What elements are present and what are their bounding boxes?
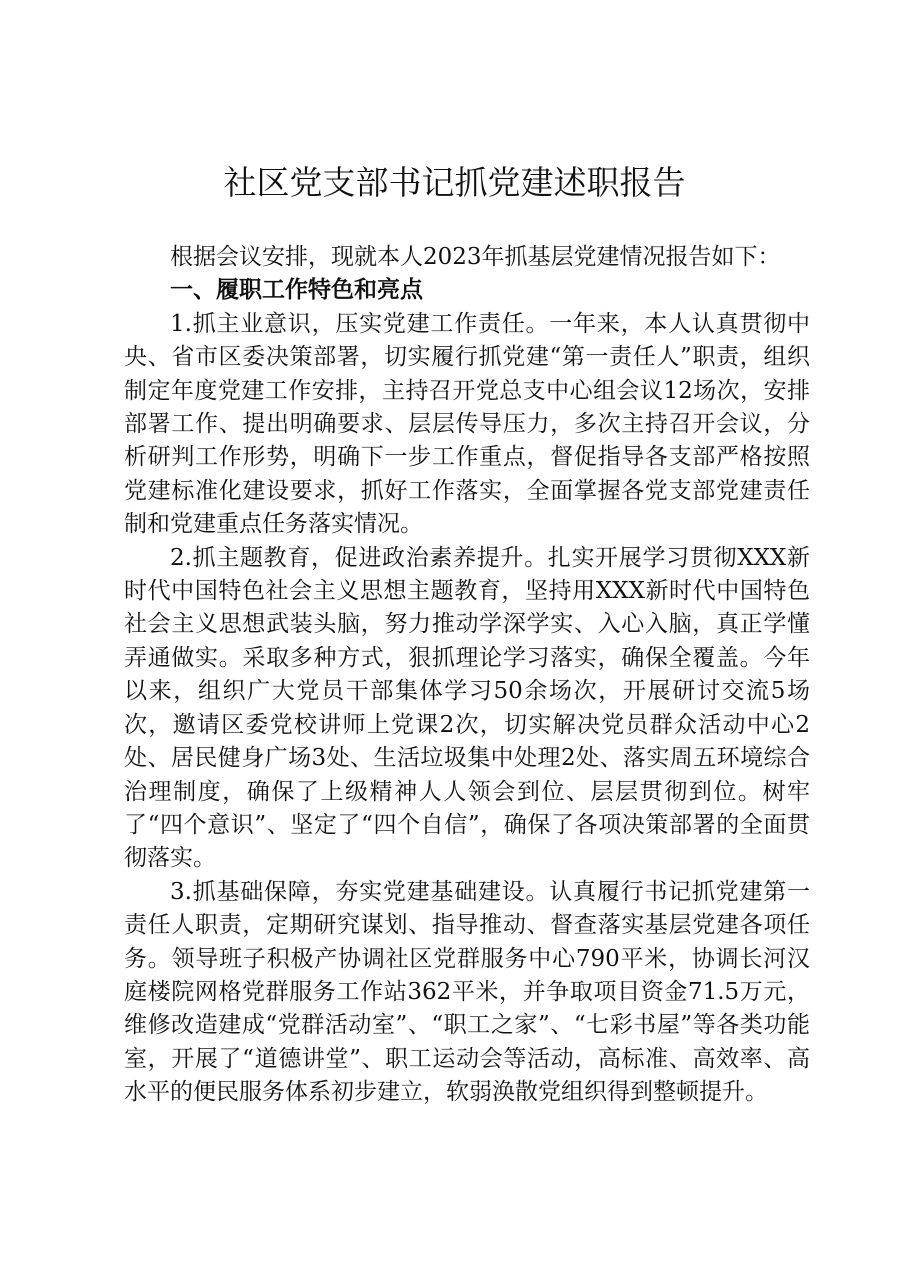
- section-heading: 一、履职工作特色和亮点: [170, 277, 423, 304]
- document-body: [124, 241, 810, 1110]
- document-title: 社区党支部书记抓党建述职报告: [223, 163, 686, 202]
- paragraph-1: 1.抓主业意识，压实党建工作责任。一年来，本人认真贯彻中央、省市区委决策部署，切实履行抓党建“第一责任人”职责，组织制定年度党建工作安排，主持召开党总支中心组会议12场次，安排部署工作、提出明确要求、层层传导压力，多次主持召开会议，分析研判工作形势，明确下一步工作重点，督促指导各支部严格按照党建标准化建设要求，抓好工作落实，全面掌握各党支部党建责任制和党建重点任务落实情况。: [124, 310, 810, 538]
- paragraph-2: 2.抓主题教育，促进政治素养提升。扎实开展学习贯彻XXX新时代中国特色社会主义思想主题教育，坚持用XXX新时代中国特色社会主义思想武装头脑，努力推动学深学实、入心入脑，真正学懂弄通做实。采取多种方式，狠抓理论学习落实，确保全覆盖。今年以来，组织广大党员干部集体学习50余场次，开展研讨交流5场次，邀请区委党校讲师上党课2次，切实解决党员群众活动中心2处、居民健身广场3处、生活垃圾集中处理2处、落实周五环境综合治理制度，确保了上级精神人人领会到位、层层贯彻到位。树牢了“四个意识”、坚定了“四个自信”，确保了各项决策部署的全面贯彻落实。: [124, 544, 810, 872]
- paragraph-3: 3.抓基础保障，夯实党建基础建设。认真履行书记抓党建第一责任人职责，定期研究谋划、指导推动、督查落实基层党建各项任务。领导班子积极产协调社区党群服务中心790平米，协调长河汉庭楼院网格党群服务工作站362平米，并争取项目资金71.5万元，维修改造建成“党群活动室”、“职工之家”、“七彩书屋”等各类功能室，开展了“道德讲堂”、职工运动会等活动，高标准、高效率、高水平的便民服务体系初步建立，软弱涣散党组织得到整顿提升。: [124, 878, 810, 1106]
- intro-paragraph: 根据会议安排，现就本人2023年抓基层党建情况报告如下：: [170, 244, 781, 270]
